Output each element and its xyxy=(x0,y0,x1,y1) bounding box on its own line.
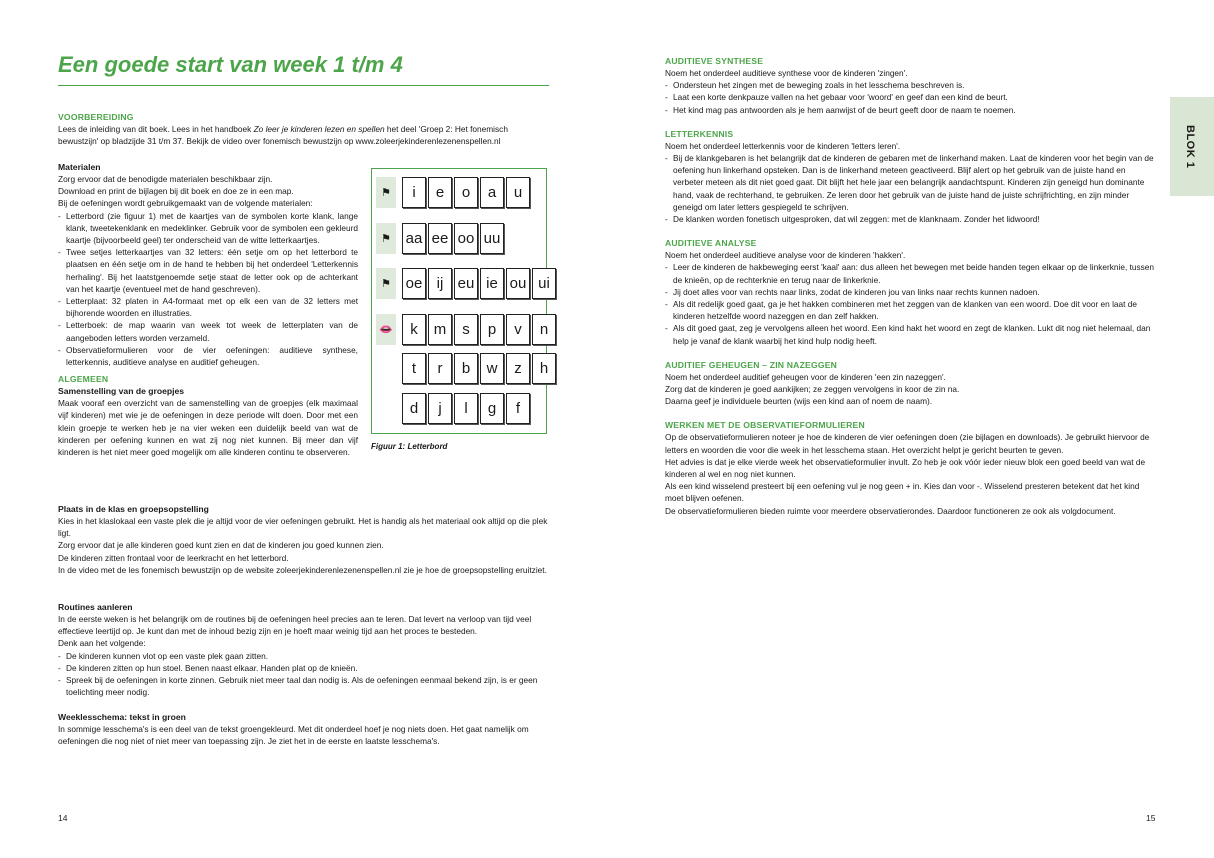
letter-card: j xyxy=(428,393,452,424)
list-item: - Als dit redelijk goed gaat, ga je het hakken combineren met het zeggen van de klanken van een woord. Doe dit voor en laat de kinderen hetzelfde woord nazeggen en dan zelf hakken. xyxy=(665,298,1157,322)
letter-card: ui xyxy=(532,268,556,299)
letter-card: t xyxy=(402,353,426,384)
board-row xyxy=(376,177,532,210)
weeklesschema-section xyxy=(58,711,549,747)
wave-flag-icon: ⚑ xyxy=(376,223,396,254)
synthese-lead: Noem het onderdeel auditieve synthese voor de kinderen 'zingen'. xyxy=(665,68,908,78)
board-row xyxy=(376,223,506,256)
figure-caption: Figuur 1: Letterbord xyxy=(371,442,448,451)
week-text: In sommige lesschema's is een deel van de tekst groengekleurd. Met dit onderdeel hoef je nog niets doen. Het gaat namelijk om oefeningen die nog niet of niet meer van toepassing zijn. Je ziet het in de eerste en laatste lesschema's. xyxy=(58,724,529,747)
flag-icon: ⚑ xyxy=(376,177,396,208)
plaats-line: De kinderen zitten frontaal voor de leerkracht en het letterbord. xyxy=(58,552,289,563)
letter-card: ou xyxy=(506,268,530,299)
list-item: - De kinderen kunnen vlot op een vaste plek gaan zitten. xyxy=(58,650,549,662)
letter-card: uu xyxy=(480,223,504,254)
geheugen-line: Zorg dat de kinderen je goed aankijken; ze zeggen vervolgens in koor de zin na. xyxy=(665,384,960,395)
letterbord-figure xyxy=(371,168,550,434)
materialen-heading: Materialen xyxy=(58,162,101,172)
routines-lead: Denk aan het volgende: xyxy=(58,638,146,649)
plaats-section xyxy=(58,503,549,576)
page-title: Een goede start van week 1 t/m 4 xyxy=(58,52,403,77)
board-row xyxy=(376,393,532,426)
list-item: - Het kind mag pas antwoorden als je hem aanwijst of de beurt geeft door de naam te noemen. xyxy=(665,104,1157,116)
week-heading: Weeklesschema: tekst in groen xyxy=(58,712,186,722)
materialen-section xyxy=(58,161,358,458)
formulieren-heading: WERKEN MET DE OBSERVATIEFORMULIEREN xyxy=(665,420,865,431)
routines-text: In de eerste weken is het belangrijk om de routines bij de oefeningen heel precies aan te leren. Dat levert na verloop van tijd veel effectieve leertijd op. Je kunt dan met de inhoud bezig zijn en je hoeft maar weinig tijd aan het proces te besteden. xyxy=(58,614,532,637)
letter-card: d xyxy=(402,393,426,424)
plaats-line: Zorg ervoor dat je alle kinderen goed kunt zien en dat de kinderen jou goed kunnen zien. xyxy=(58,540,384,551)
letter-card: b xyxy=(454,353,478,384)
blok-tab-label: BLOK 1 xyxy=(1184,125,1196,169)
letter-card: s xyxy=(454,314,478,345)
list-item: - Letterboek: de map waarin van week tot week de letterplaten van de aangeboden letters worden verzameld. xyxy=(58,319,358,343)
list-item: - Als dit goed gaat, zeg je vervolgens alleen het woord. Een kind hakt het woord en zegt de klanken. Lukt dit nog niet helemaal, dan help je vanaf de klank waarbij het kind hulp nodig heeft. xyxy=(665,322,1157,346)
formulieren-line: Als een kind wisselend presteert bij een oefening vul je nog geen + in. Kies dan voor -. Wisselend presteren betekent dat het kind moet blijven oefenen. xyxy=(665,481,1140,504)
geheugen-line: Daarna geef je individuele beurten (wijs een kind aan of noem de naam). xyxy=(665,396,933,407)
list-item: - Observatieformulieren voor de vier oefeningen: auditieve synthese, letterkennis, auditieve analyse en auditief geheugen. xyxy=(58,344,358,368)
formulieren-line: De observatieformulieren bieden ruimte voor meerdere observatierondes. Daardoor functioneren ze ook als volgdocument. xyxy=(665,505,1116,516)
letter-card: l xyxy=(454,393,478,424)
letter-card: w xyxy=(480,353,504,384)
routines-heading: Routines aanleren xyxy=(58,602,133,612)
voorbereiding-heading: VOORBEREIDING xyxy=(58,112,134,122)
empty-icon-slot xyxy=(376,393,402,426)
letter-card: a xyxy=(480,177,504,208)
analyse-list xyxy=(665,261,1157,346)
letter-card: v xyxy=(506,314,530,345)
letterkennis-list xyxy=(665,152,1157,225)
double-flag-icon: ⚑ xyxy=(376,268,396,299)
right-column xyxy=(665,55,1157,517)
page-number-right: 15 xyxy=(1146,813,1156,823)
materialen-line: Zorg ervoor dat de benodigde materialen beschikbaar zijn. xyxy=(58,174,273,184)
formulieren-line: Op de observatieformulieren noteer je hoe de kinderen de vier oefeningen doen (zie bijlagen en downloads). Je gebruikt hiervoor de letters en woorden die voor die week in het lesschema staan. Het overzicht helpt je gericht beurten te geven. xyxy=(665,432,1150,455)
letterkennis-lead: Noem het onderdeel letterkennis voor de kinderen 'letters leren'. xyxy=(665,140,901,151)
letterkennis-heading: LETTERKENNIS xyxy=(665,128,734,139)
letter-card: g xyxy=(480,393,504,424)
list-item: - Jij doet alles voor van rechts naar links, zodat de kinderen jou van links naar rechts kunnen nadoen. xyxy=(665,286,1157,298)
letter-card: ee xyxy=(428,223,452,254)
samenstelling-heading: Samenstelling van de groepjes xyxy=(58,386,185,397)
routines-list xyxy=(58,650,549,699)
analyse-lead: Noem het onderdeel auditieve analyse voor de kinderen 'hakken'. xyxy=(665,250,906,261)
plaats-heading: Plaats in de klas en groepsopstelling xyxy=(58,504,209,514)
geheugen-line: Noem het onderdeel auditief geheugen voor de kinderen 'een zin nazeggen'. xyxy=(665,371,946,382)
list-item: - Letterbord (zie figuur 1) met de kaartjes van de symbolen korte klank, lange klank, tweetekenklank en medeklinker. Gebruik voor de symbolen een gekleurd kaartje (bijvoorbeeld geel) ter onderscheid van de witte letterkaartjes. xyxy=(58,210,358,247)
plaats-line: In de video met de les fonemisch bewustzijn op de website zoleerjekinderenlezenenspellen.nl zie je hoe de groepsopstelling eruitziet. xyxy=(58,564,547,575)
list-item: - De klanken worden fonetisch uitgesproken, dat wil zeggen: met de klanknaam. Zonder het lidwoord! xyxy=(665,213,1157,225)
list-item: - Spreek bij de oefeningen in korte zinnen. Gebruik niet meer taal dan nodig is. Als de oefeningen eenmaal bekend zijn, is er geen toelichting meer nodig. xyxy=(58,674,549,698)
letter-card: o xyxy=(454,177,478,208)
empty-icon-slot xyxy=(376,353,402,386)
plaats-line: Kies in het klaslokaal een vaste plek die je altijd voor de vier oefeningen gebruikt. Het is handig als het materiaal ook altijd op die plek ligt. xyxy=(58,516,548,539)
samenstelling-text: Maak vooraf een overzicht van de samenstelling van de groepjes (elk maximaal vijf kinderen) met wie je de oefeningen in deze periode wilt doen. Door met een klein groepje te werken heb je na vier weken een duidelijk beeld van wat de kinderen per oefening kunnen en wat zij nog niet kunnen. Bij meer dan vijf kinderen is het niet meer goed mogelijk om alle kinderen continu te observeren. xyxy=(58,398,358,458)
letter-card: h xyxy=(532,353,556,384)
synthese-list xyxy=(665,79,1157,116)
analyse-heading: AUDITIEVE ANALYSE xyxy=(665,238,757,249)
list-item: - De kinderen zitten op hun stoel. Benen naast elkaar. Handen plat op de knieën. xyxy=(58,662,549,674)
board-row xyxy=(376,268,558,301)
letter-card: ij xyxy=(428,268,452,299)
algemeen-heading: ALGEMEEN xyxy=(58,374,109,385)
letter-card: i xyxy=(402,177,426,208)
title-rule xyxy=(58,85,549,86)
geheugen-heading: AUDITIEF GEHEUGEN – ZIN NAZEGGEN xyxy=(665,359,838,370)
letter-card: aa xyxy=(402,223,426,254)
synthese-heading: AUDITIEVE SYNTHESE xyxy=(665,56,764,66)
letter-card: u xyxy=(506,177,530,208)
materialen-line: Download en print de bijlagen bij dit boek en doe ze in een map. xyxy=(58,186,294,197)
letter-card: eu xyxy=(454,268,478,299)
letter-card: p xyxy=(480,314,504,345)
letter-card: e xyxy=(428,177,452,208)
materialen-line: Bij de oefeningen wordt gebruikgemaakt van de volgende materialen: xyxy=(58,198,313,209)
list-item: - Letterplaat: 32 platen in A4-formaat met op elk een van de 32 letters met bijhorende woorden en illustraties. xyxy=(58,295,358,319)
list-item: - Ondersteun het zingen met de beweging zoals in het lesschema beschreven is. xyxy=(665,79,1157,91)
blok-tab xyxy=(1170,97,1214,196)
list-item: - Bij de klankgebaren is het belangrijk dat de kinderen de gebaren met de linkerhand maken. Laat de kinderen voor het begin van de oefening hun linkerhand opsteken. Dan is de linkerhand meteen geactiveerd. Blijf alert op het gebruik van de juiste hand en verbeter meteen als dit niet goed gaat. Dit blijft het hele jaar een belangrijk aandachtspunt. Kinderen zijn geneigd hun dominante hand, vaak de rechterhand, te gebruiken. Ze leren door het gebruik van de juiste hand de juiste schrijfrichting, en zijn minder geneigd om later letters gespiegeld te schrijven. xyxy=(665,152,1157,213)
lips-icon: 👄 xyxy=(376,314,396,345)
letter-card: r xyxy=(428,353,452,384)
letter-card: ie xyxy=(480,268,504,299)
list-item: - Twee setjes letterkaartjes van 32 letters: één setje om op het letterbord te plaatsen en één setje om in de hand te hebben bij het onderdeel 'Letterkennis herhaling'. Bij het laatstgenoemde setje staat de letter ook op de achterkant van het kaartje (eventueel met de hand geschreven). xyxy=(58,246,358,295)
voorbereiding-text: Lees de inleiding van dit boek. Lees in het handboek Zo leer je kinderen lezen en spellen het deel 'Groep 2: Het fonemisch bewustzijn' op bladzijde 31 t/m 37. Bekijk de video over fonemisch bewustzijn op www.zoleerjekinderenlezenenspellen.nl xyxy=(58,124,508,147)
list-item: - Leer de kinderen de hakbeweging eerst 'kaal' aan: dus alleen het bewegen met beide handen tegen elkaar op de linkerknie, tussen de knieën, op de rechterknie en terug naar de linkerknie. xyxy=(665,261,1157,285)
letter-card: oo xyxy=(454,223,478,254)
letter-card: n xyxy=(532,314,556,345)
formulieren-line: Het advies is dat je elke vierde week het observatieformulier invult. Zo heb je ook vóór ieder nieuw blok een goed beeld van wat de kinderen al wel en nog niet kunnen. xyxy=(665,456,1146,480)
materialen-list xyxy=(58,210,358,369)
voorbereiding-section xyxy=(58,111,549,147)
letter-card: m xyxy=(428,314,452,345)
page-number-left: 14 xyxy=(58,813,68,823)
letter-card: f xyxy=(506,393,530,424)
letter-card: k xyxy=(402,314,426,345)
board-row xyxy=(376,353,558,386)
letter-card: oe xyxy=(402,268,426,299)
board-row xyxy=(376,314,558,347)
letter-card: z xyxy=(506,353,530,384)
routines-section xyxy=(58,601,549,698)
list-item: - Laat een korte denkpauze vallen na het gebaar voor 'woord' en geef dan een kind de beurt. xyxy=(665,91,1157,103)
